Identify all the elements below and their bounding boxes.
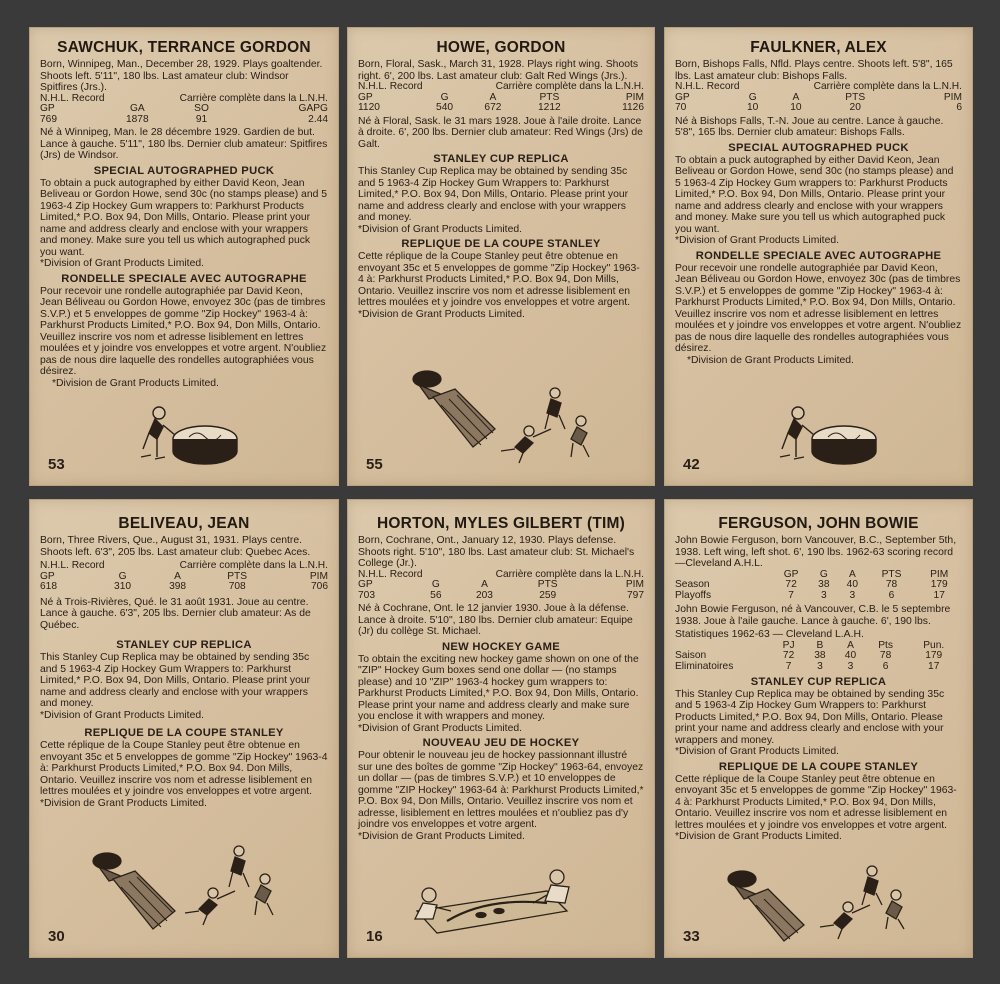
stats-table-fr xyxy=(675,641,962,673)
offer-note-en: *Division of Grant Products Limited. xyxy=(675,746,840,758)
offer-note-en: *Division of Grant Products Limited. xyxy=(358,722,523,734)
stat-header: GP xyxy=(675,91,690,103)
card-ferguson xyxy=(664,499,973,958)
stats-table xyxy=(40,572,328,593)
stats-value-row xyxy=(675,103,962,114)
record-header xyxy=(358,82,644,93)
offer-note-fr: *Division de Grant Products Limited. xyxy=(358,830,525,842)
stanley-cup-illustration xyxy=(716,861,916,953)
offer-text-fr: Cette réplique de la Coupe Stanley peut être obtenue en envoyant 35c et 5 enveloppes de gomme "Zip Hockey" 1963-4 à: Parkhurst Products Limited,* P.O. Box 94, Don Mills, Ontario. Veuillez inscrire vos nom et adresse lisiblement en lettres moulées et y joindre vos enveloppes et votre argent. xyxy=(675,773,957,831)
card-beliveau xyxy=(29,499,339,958)
offer-title-en: STANLEY CUP REPLICA xyxy=(750,675,887,688)
stat-value: 706 xyxy=(311,581,328,593)
autographed-puck-illustration xyxy=(137,399,257,471)
stats-value-row xyxy=(358,591,644,602)
stat-value: 38 xyxy=(818,579,830,591)
stats-value-row xyxy=(675,591,962,602)
stat-value: 10 xyxy=(790,102,802,114)
stat-value: 6 xyxy=(888,589,895,601)
player-bio-fr: Né à Trois-Rivières, Qué. le 31 août 1931. Joue au centre. Lance à gauche. 6'3", 205 lbs. Dernier club amateur: As de Québec. xyxy=(40,596,311,631)
card-number: 42 xyxy=(683,456,700,473)
stat-header: GP xyxy=(783,568,799,580)
offer-text-en: To obtain a puck autographed by either David Keon, Jean Beliveau or Gordon Howe, send 30c (no stamps please) and 5 1963-4 Zip Hockey Gum wrappers to: Parkhurst Products Limited,* P.O. Box 94, Don Mills, Ontario. Please print your name and address clearly and enclose with your wrappers and money. Make sure you tell us which autographed puck you want. xyxy=(40,177,328,258)
player-bio-fr: John Bowie Ferguson, né à Vancouver, C.B. le 5 septembre 1938. Joue à l'aile gauche. Lance à gauche. 6', 190 lbs. xyxy=(675,604,951,627)
stat-header: GP xyxy=(40,570,55,582)
stats-header-row xyxy=(675,93,962,104)
stat-value: 72 xyxy=(782,650,795,662)
stats-table xyxy=(358,93,644,114)
stat-value: 10 xyxy=(747,102,759,114)
player-bio: Born, Bishops Falls, Nfld. Plays centre. Shoots left. 5'8", 165 lbs. Last amateur club: Bishops Falls. xyxy=(675,59,953,82)
record-header xyxy=(40,561,328,572)
stat-value: 259 xyxy=(539,589,557,601)
stat-value: 56 xyxy=(430,589,442,601)
card-number: 33 xyxy=(683,928,700,945)
record-label-fr: Carrière complète dans la L.N.H. xyxy=(813,81,962,92)
stanley-cup-illustration xyxy=(79,837,279,949)
player-bio: Born, Cochrane, Ont., January 12, 1930. Plays defense. Shoots right. 5'10", 180 lbs. Last amateur club: St. Michael's College (Jr.). xyxy=(358,535,635,569)
card-number: 53 xyxy=(48,456,65,473)
stat-value: 17 xyxy=(933,589,945,601)
stat-header: G xyxy=(431,579,440,591)
stat-header: B xyxy=(816,639,824,651)
stat-header: A xyxy=(481,579,488,591)
player-bio: John Bowie Ferguson, born Vancouver, B.C., September 5th, 1938. Left wing, left shot. 6', 190 lbs. 1962-63 scoring record—Cleveland A.H.L. xyxy=(675,535,957,569)
stats-value-row xyxy=(40,115,328,126)
offer-title-fr: REPLIQUE DE LA COUPE STANLEY xyxy=(718,760,919,773)
stat-value: 3 xyxy=(847,660,854,672)
stat-value: 3 xyxy=(817,660,823,672)
stat-value: 1126 xyxy=(622,102,644,114)
stat-value: 179 xyxy=(925,650,943,662)
stat-header: GAPG xyxy=(298,103,328,115)
offer-note-fr: *Division de Grant Products Limited. xyxy=(675,831,842,843)
stat-value: 17 xyxy=(928,660,940,672)
offer-title-en: SPECIAL AUTOGRAPHED PUCK xyxy=(728,141,909,154)
stat-label-fr: Statistiques 1962-63 — Cleveland L.A.H. xyxy=(675,629,864,641)
offer-title-en: STANLEY CUP REPLICA xyxy=(116,639,252,652)
record-label-fr: Carrière complète dans la L.N.H. xyxy=(179,560,328,571)
offer-text-fr: Pour recevoir une rondelle autographiée par David Keon, Jean Béliveau ou Gordon Howe, envoyez 30c (pas de timbres S.V.P.) et 5 enveloppes de gomme "Zip Hockey" 1963-4 à: Parkhurst Products Limited,* P.O. Box 94, Don Mills, Ontario. Veuillez inscrire vos nom et adresse lisiblement en lettres moulées et y joindre vos enveloppes et votre argent. N'oubliez pas de nous dire laquelle des rondelles autographiées vous désirez. xyxy=(40,285,327,378)
player-bio-fr: Né à Winnipeg, Man. le 28 décembre 1929. Gardien de but. Lance à gauche. 5'11", 180 lbs. Dernier club amateur: Spitfires (Jrs) de Windsor. xyxy=(40,127,328,162)
stat-header: SO xyxy=(194,103,209,115)
stanley-cup-illustration xyxy=(405,357,595,472)
stat-value: 398 xyxy=(169,581,187,593)
stats-table xyxy=(675,570,962,602)
stat-value: 7 xyxy=(788,589,794,601)
record-header xyxy=(40,94,328,105)
record-header xyxy=(675,82,962,93)
stat-header: PTS xyxy=(539,91,560,103)
stat-header: A xyxy=(489,91,497,103)
stat-value: 1120 xyxy=(358,102,380,114)
stat-value: 3 xyxy=(821,589,827,601)
stats-header-row xyxy=(358,580,644,591)
stat-header: PIM xyxy=(309,570,328,582)
stat-header: G xyxy=(440,91,449,103)
stat-value: 3 xyxy=(849,589,856,601)
stat-header: G xyxy=(118,570,127,582)
player-bio: Born, Three Rivers, Que., August 31, 1931. Plays centre. Shoots left. 6'3", 205 lbs. Last amateur club: Quebec Aces. xyxy=(40,535,311,558)
stat-label: Playoffs xyxy=(675,589,712,601)
record-label-fr: Carrière complète dans la L.N.H. xyxy=(179,92,328,104)
stat-label: Season xyxy=(675,579,710,591)
card-number: 16 xyxy=(366,928,383,945)
stat-value: 40 xyxy=(846,579,859,591)
autographed-puck-illustration xyxy=(776,399,896,471)
player-bio: Born, Floral, Sask., March 31, 1928. Plays right wing. Shoots right. 6', 200 lbs. Last amateur club: Galt Red Wings (Jrs.). xyxy=(358,59,639,82)
offer-title-en: NEW HOCKEY GAME xyxy=(441,640,561,653)
player-bio-fr: Né à Bishops Falls, T.-N. Joue au centre. Lance à gauche. 5'8", 165 lbs. Dernier club amateur: Bishops Falls. xyxy=(675,115,944,139)
stats-table xyxy=(675,93,962,114)
stat-value: 70 xyxy=(675,102,687,114)
stat-value: 38 xyxy=(814,650,826,662)
player-name: BELIVEAU, JEAN xyxy=(118,515,250,532)
stat-header: GP xyxy=(40,103,55,115)
offer-title-en: STANLEY CUP REPLICA xyxy=(433,153,569,166)
player-name: FERGUSON, JOHN BOWIE xyxy=(718,515,919,532)
player-bio-fr: Né à Floral, Sask. le 31 mars 1928. Joue à l'aile droite. Lance à droite. 6', 200 lbs. Dernier club amateur: Red Wings (Jrs) de Galt. xyxy=(358,115,643,150)
record-label-fr: Carrière complète dans la L.N.H. xyxy=(495,81,644,92)
record-label-en: N.H.L. Record xyxy=(675,81,740,92)
record-label-en: N.H.L. Record xyxy=(40,560,105,571)
stat-value: 91 xyxy=(195,113,208,125)
offer-title-en: SPECIAL AUTOGRAPHED PUCK xyxy=(93,164,275,177)
stat-header: A xyxy=(847,639,854,651)
stat-header: PJ xyxy=(782,639,795,651)
stat-header: PIM xyxy=(625,91,644,103)
offer-text-en: This Stanley Cup Replica may be obtained by sending 35c and 5 1963-4 Zip Hockey Gum Wrappers to: Parkhurst Limited,* P.O. Box 94, Don Mills, Ontario. Please print your name and address clearly and enclose with your wrappers and money. xyxy=(358,166,629,224)
player-name: FAULKNER, ALEX xyxy=(750,39,887,56)
stat-value: 618 xyxy=(40,581,57,593)
offer-text-en: This Stanley Cup Replica may be obtained by sending 35c and 5 1963-4 Zip Hockey Gum Wrappers to: Parkhurst Products Limited,* P.O. Box 94, Don Mills, Ontario. Please print your name and address clearly and enclose with your wrappers and money. xyxy=(675,688,945,746)
offer-note-fr: *Division de Grant Products Limited. xyxy=(52,377,219,389)
record-header xyxy=(358,570,644,581)
stat-header: Pts xyxy=(878,639,893,651)
stat-header: PIM xyxy=(930,568,949,580)
player-name: SAWCHUK, TERRANCE GORDON xyxy=(57,39,311,56)
card-sawchuk xyxy=(29,27,339,486)
offer-text-en: To obtain a puck autographed by either David Keon, Jean Beliveau or Gordon Howe, send 30c (no stamps please) and 5 1963-4 Zip Hockey Gum wrappers to: Parkhurst Products Limited,* P.O. Box 94, Don Mills, Ontario. Please print your name and address clearly and enclose with your wrappers and money. Make sure you tell us which autographed puck you want. xyxy=(675,154,954,235)
stat-value: 797 xyxy=(627,589,644,601)
offer-note-fr: *Division de Grant Products Limited. xyxy=(40,797,207,809)
offer-note-fr: *Division de Grant Products Limited. xyxy=(687,354,854,366)
stat-value: 672 xyxy=(484,102,502,114)
offer-title-fr: REPLIQUE DE LA COUPE STANLEY xyxy=(401,238,601,251)
stat-value: 1212 xyxy=(538,102,561,114)
stat-header: A xyxy=(792,91,800,103)
stat-header: PIM xyxy=(625,579,644,591)
stat-header: A xyxy=(174,570,181,582)
stat-value: 179 xyxy=(930,579,948,591)
stats-table xyxy=(40,104,328,125)
stats-value-row xyxy=(675,662,962,673)
card-faulkner xyxy=(664,27,973,486)
offer-text-fr: Cette réplique de la Coupe Stanley peut être obtenue en envoyant 35c et 5 enveloppes de gomme "Zip Hockey" 1963-4 à: Parkhurst Products Limited,* P.O. Box 94. Don Mills, Ontario. Veuillez inscrire vos nom et adresse lisiblement en lettres moulées et y joindre vos enveloppes et votre argent. xyxy=(40,740,328,798)
player-name: HORTON, MYLES GILBERT (TIM) xyxy=(377,515,625,532)
stat-value: 72 xyxy=(785,579,797,591)
stat-value: 7 xyxy=(785,660,792,672)
stat-header: GA xyxy=(129,103,145,115)
offer-title-fr: RONDELLE SPECIALE AVEC AUTOGRAPHE xyxy=(61,272,307,285)
card-horton xyxy=(347,499,655,958)
card-number: 55 xyxy=(366,456,383,473)
stat-label: Eliminatoires xyxy=(675,660,734,672)
player-bio-fr: Né à Cochrane, Ont. le 12 janvier 1930. Joue à la défense. Lance à droite. 5'10", 180 lbs. Dernier club amateur: Equipe (Jr) du collège St. Michael. xyxy=(358,603,633,638)
stat-header: A xyxy=(848,568,856,580)
stat-value: 769 xyxy=(40,113,57,125)
stat-value: 2.44 xyxy=(308,113,328,125)
stat-header: G xyxy=(819,568,828,580)
offer-text-en: This Stanley Cup Replica may be obtained by sending 35c and 5 1963-4 Zip Hockey Gum Wrappers to: Parkhurst Limited,* P.O. Box 94, Don Mills, Ontario. Please print your name and address clearly and enclose with your wrappers and money. xyxy=(40,652,311,710)
offer-text-fr: Cette réplique de la Coupe Stanley peut être obtenue en envoyant 35c et 5 enveloppes de gomme "Zip Hockey" 1963-4 à: Parkhurst Products Limited,* P.O. Box 94, Don Mills, Ontario. Veuillez inscrire vos nom et adresse lisiblement en lettres moulées et y joindre vos enveloppes et votre argent. xyxy=(358,251,640,309)
stat-header: PIM xyxy=(943,91,962,103)
stat-header: GP xyxy=(358,91,373,103)
record-label-fr: Carrière complète dans la L.N.H. xyxy=(495,568,644,580)
offer-text-en: To obtain the exciting new hockey game shown on one of the "ZIP" Hockey Gum boxes send one dollar — (no stamps please) and 10 "ZIP" 1963-4 hockey gum wrappers to: Parkhurst Products Limited,* P.O. Box 94, Don Mills, Ontario. Please print your name and address clearly and make sure you enclose it with wrappers and money. xyxy=(358,653,639,723)
stat-header: PTS xyxy=(537,579,558,591)
stat-header: Pun. xyxy=(923,639,945,651)
stat-value: 708 xyxy=(228,581,246,593)
record-label-en: N.H.L. Record xyxy=(358,568,423,580)
record-label-en: N.H.L. Record xyxy=(40,92,105,104)
offer-note-en: *Division of Grant Products Limited. xyxy=(40,709,205,721)
stats-value-row xyxy=(40,582,328,593)
stat-label: Saison xyxy=(675,650,707,662)
stat-header: PTS xyxy=(845,91,866,103)
stat-header: GP xyxy=(358,579,373,591)
stat-header: G xyxy=(748,91,757,103)
stat-header: PTS xyxy=(881,568,902,580)
player-bio: Born, Winnipeg, Man., December 28, 1929. Plays goaltender. Shoots left. 5'11", 180 lbs. Last amateur club: Windsor Spitfires (Jrs.). xyxy=(40,59,323,93)
stat-value: 540 xyxy=(436,102,454,114)
stat-value: 40 xyxy=(844,650,857,662)
stats-value-row xyxy=(358,103,644,114)
stats-header-row xyxy=(358,93,644,104)
stat-value: 203 xyxy=(475,589,493,601)
offer-note-en: *Division of Grant Products Limited. xyxy=(358,223,523,235)
stats-header-row xyxy=(40,104,328,115)
offer-text-fr: Pour obtenir le nouveau jeu de hockey passionnant illustré sur une des boîtes de gomme "Zip Hockey" 1963-64, envoyez un dollar — (pas de timbres S.V.P.) et 10 enveloppes de gomme "ZIP Hockey" 1963-64 à: Parkhurst Products Limited,* P.O. Box 94, Don Mills, Ontario. Veuillez inscrire vos nom et adresse, lisiblement en lettres moulées et n'oubliez pas d'y joindre vos enveloppes et votre argent. xyxy=(358,750,644,831)
stats-value-row xyxy=(675,580,962,591)
stats-table xyxy=(358,580,644,601)
stat-value: 1878 xyxy=(125,113,149,125)
offer-note-fr: *Division de Grant Products Limited. xyxy=(358,308,525,320)
offer-title-fr: RONDELLE SPECIALE AVEC AUTOGRAPHE xyxy=(695,249,942,262)
hockey-game-illustration xyxy=(407,861,587,939)
offer-title-fr: NOUVEAU JEU DE HOCKEY xyxy=(422,737,580,750)
stat-value: 6 xyxy=(882,660,889,672)
card-number: 30 xyxy=(48,928,65,945)
offer-note-en: *Division of Grant Products Limited. xyxy=(675,235,840,247)
player-name: HOWE, GORDON xyxy=(436,39,566,56)
stat-value: 78 xyxy=(879,650,892,662)
stat-value: 310 xyxy=(114,581,132,593)
stat-value: 20 xyxy=(849,102,861,114)
card-howe xyxy=(347,27,655,486)
record-label-en: N.H.L. Record xyxy=(358,81,423,92)
stat-header: PTS xyxy=(227,570,248,582)
stat-value: 703 xyxy=(358,589,375,601)
offer-title-fr: REPLIQUE DE LA COUPE STANLEY xyxy=(84,727,284,740)
offer-text-fr: Pour recevoir une rondelle autographiée par David Keon, Jean Béliveau ou Gordon Howe, envoyez 30c (pas de timbres S.V.P.) et 5 enveloppes de gomme "Zip Hockey" 1963-4 à: Parkhurst Products Limited,* P.O. Box 94, Don Mills, Ontario. Veuillez inscrire vos nom et adresse lisiblement en lettres moulées et y joindre vos enveloppes et votre argent. N'oubliez pas de nous dire laquelle des rondelles autographiées vous désirez. xyxy=(675,262,962,355)
offer-note-en: *Division of Grant Products Limited. xyxy=(40,258,205,270)
stat-value: 78 xyxy=(885,579,898,591)
stat-value: 6 xyxy=(956,102,962,114)
